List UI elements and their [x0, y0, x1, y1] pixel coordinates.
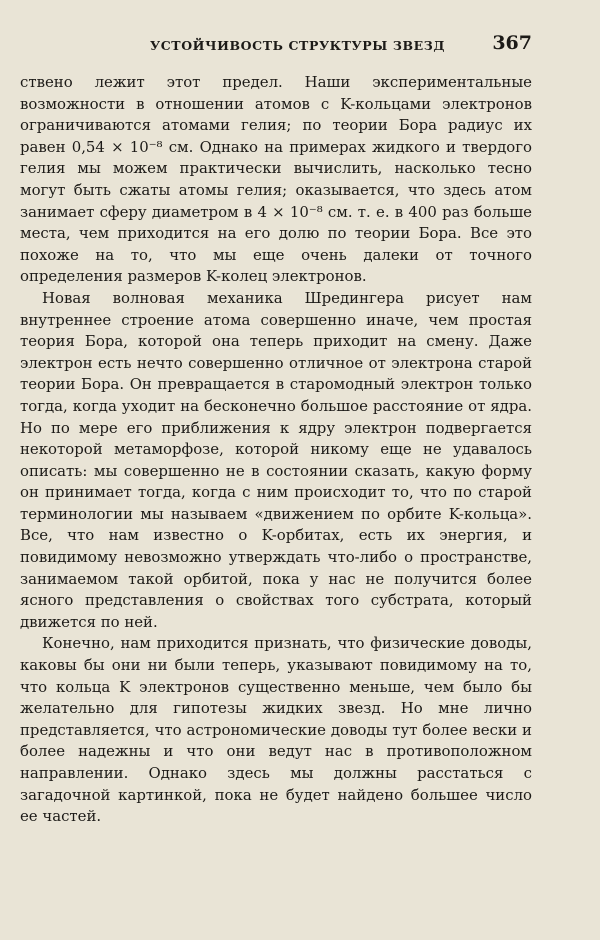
paragraph-1: ствено лежит этот предел. Наши экспериментальные возможности в отношении атомов с K-кольцами электронов ограничиваются атомами гелия; по теории Бора радиус их равен 0,54 × 10⁻⁸ см. Однако на примерах жидкого и твердого гелия мы можем практически вычислить, насколько тесно могут быть сжаты атомы гелия; оказывается, что здесь атом занимает сферу диаметром в 4 × 10⁻⁸ см. т. е. в 400 раз больше места, чем приходится на его долю по теории Бора. Все это похоже на то, что мы еще очень далеки от точного определения размеров K-колец электронов. [20, 73, 532, 286]
page-number: 367 [492, 32, 532, 54]
running-head [20, 28, 532, 64]
body-text [20, 72, 532, 828]
running-title: УСТОЙЧИВОСТЬ СТРУКТУРЫ ЗВЕЗД [150, 38, 446, 53]
paragraph-2: Новая волновая механика Шредингера рисует нам внутреннее строение атома совершенно иначе, чем простая теория Бора, которой она теперь приходит на смену. Даже электрон есть нечто совершенно отличное от электрона старой теории Бора. Он превращается в старомодный электрон только тогда, когда уходит на бесконечно большое расстояние от ядра. Но по мере его приближения к ядру электрон подвергается некоторой метаморфозе, которой никому еще не удавалось описать: мы совершенно не в состоянии сказать, какую форму он принимает тогда, когда с ним происходит то, что по старой терминологии мы называем «движением по орбите K-кольца». Все, что нам известно о K-орбитах, есть их энергия, и повидимому невозможно утверждать что-либо о пространстве, занимаемом такой орбитой, пока у нас не получится более ясного представления о свойствах того субстрата, который движется по ней. [20, 288, 532, 631]
paragraph-3: Конечно, нам приходится признать, что физические доводы, каковы бы они ни были теперь, указывают повидимому на то, что кольца K электронов существенно меньше, чем было бы желательно для гипотезы жидких звезд. Но мне лично представляется, что астрономические доводы тут более вески и более надежны и что они ведут нас в противоположном направлении. Однако здесь мы должны расстаться с загадочной картинкой, пока не будет найдено большее число ее частей. [20, 634, 532, 826]
